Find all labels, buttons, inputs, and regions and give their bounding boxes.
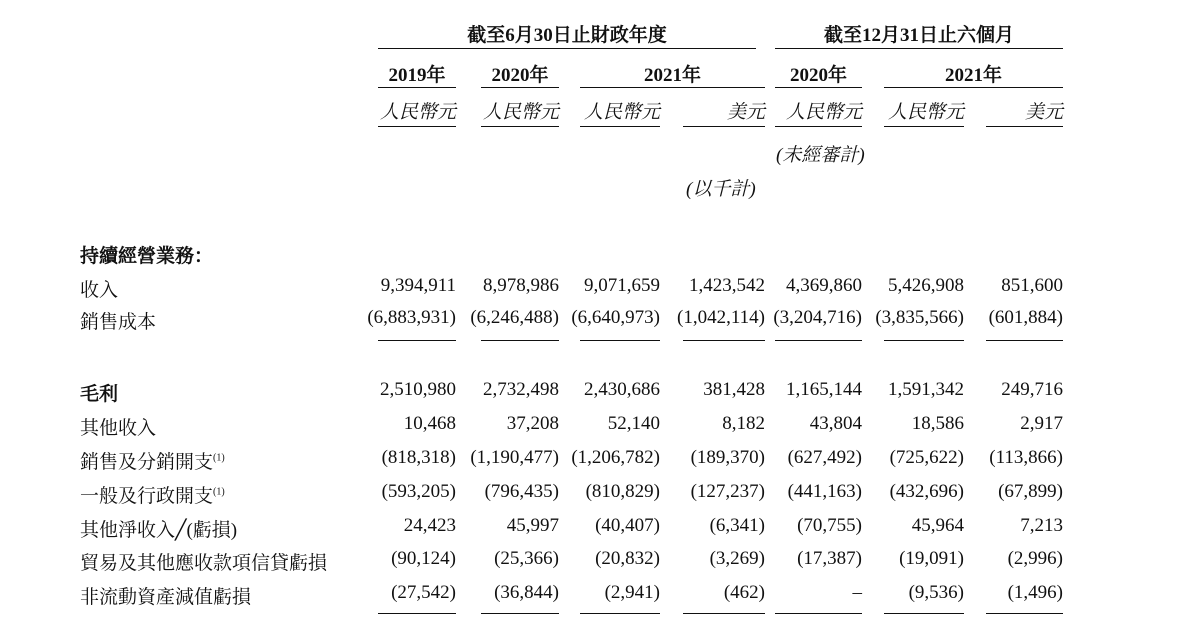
currency-label: 人民幣元: [482, 102, 559, 123]
cell-value: 45,964: [911, 515, 964, 536]
cell-value: (67,899): [998, 481, 1063, 502]
year-header: 2021年: [944, 65, 1002, 86]
section-title: 持續經營業務：: [80, 246, 214, 267]
cell-value: (601,884): [988, 307, 1063, 328]
cell-value: 5,426,908: [888, 275, 964, 296]
cell-value: 851,600: [1001, 275, 1063, 296]
cell-value: 1,165,144: [786, 379, 862, 400]
cell-value: 2,510,980: [380, 379, 456, 400]
cell-value: (70,755): [797, 515, 862, 536]
cell-value: (725,622): [889, 447, 964, 468]
cell-value: 2,917: [1020, 413, 1063, 434]
period-group-header: 截至12月31日止六個月: [823, 25, 1014, 46]
total-underline: [683, 340, 765, 341]
row-label: 其他淨收入╱(虧損): [80, 520, 238, 541]
year-underline: [775, 87, 862, 88]
cell-value: 37,208: [506, 413, 559, 434]
currency-underline: [775, 126, 862, 127]
cell-value: 4,369,860: [786, 275, 862, 296]
cell-value: (189,370): [690, 447, 765, 468]
row-label: 銷售成本: [80, 312, 157, 333]
cell-value: (27,542): [391, 582, 456, 603]
year-header: 2019年: [388, 65, 446, 86]
total-underline: [481, 340, 559, 341]
total-underline: [986, 613, 1063, 614]
currency-label: 人民幣元: [785, 102, 862, 123]
cell-value: 7,213: [1020, 515, 1063, 536]
currency-underline: [481, 126, 559, 127]
cell-value: (6,883,931): [367, 307, 456, 328]
cell-value: (9,536): [908, 582, 964, 603]
cell-value: (40,407): [595, 515, 660, 536]
cell-value: 1,423,542: [689, 275, 765, 296]
currency-underline: [986, 126, 1063, 127]
total-underline: [683, 613, 765, 614]
year-underline: [481, 87, 559, 88]
total-underline: [884, 613, 964, 614]
currency-label: 人民幣元: [583, 102, 660, 123]
currency-label: 人民幣元: [379, 102, 456, 123]
cell-value: (127,237): [690, 481, 765, 502]
period-group-header: 截至6月30日止財政年度: [467, 25, 667, 46]
cell-value: (1,042,114): [677, 307, 765, 328]
cell-value: (1,496): [1007, 582, 1063, 603]
year-header: 2020年: [491, 65, 549, 86]
currency-label: 美元: [1024, 102, 1063, 123]
row-label: 毛利: [80, 384, 119, 405]
cell-value: 9,071,659: [584, 275, 660, 296]
row-label: 非流動資產減值虧損: [80, 587, 252, 608]
year-underline: [378, 87, 456, 88]
total-underline: [986, 340, 1063, 341]
footnote-marker: (1): [213, 452, 225, 464]
year-underline: [580, 87, 765, 88]
total-underline: [580, 340, 660, 341]
cell-value: (6,341): [709, 515, 765, 536]
cell-value: (6,640,973): [571, 307, 660, 328]
total-underline: [884, 340, 964, 341]
cell-value: (593,205): [381, 481, 456, 502]
cell-value: (36,844): [494, 582, 559, 603]
cell-value: (441,163): [787, 481, 862, 502]
cell-value: (17,387): [797, 548, 862, 569]
currency-label: 人民幣元: [887, 102, 964, 123]
row-label: 其他收入: [80, 418, 157, 439]
units-note: (以千計): [686, 179, 756, 200]
cell-value: 43,804: [809, 413, 862, 434]
currency-underline: [378, 126, 456, 127]
cell-value: (1,190,477): [470, 447, 559, 468]
total-underline: [481, 613, 559, 614]
cell-value: (818,318): [381, 447, 456, 468]
cell-value: (25,366): [494, 548, 559, 569]
year-underline: [884, 87, 1063, 88]
row-label: 收入: [80, 280, 119, 301]
cell-value: 381,428: [703, 379, 765, 400]
cell-value: 2,732,498: [483, 379, 559, 400]
cell-value: (627,492): [787, 447, 862, 468]
cell-value: 10,468: [403, 413, 456, 434]
cell-value: 45,997: [506, 515, 559, 536]
cell-value: 9,394,911: [380, 275, 456, 296]
currency-label: 美元: [726, 102, 765, 123]
cell-value: 8,182: [722, 413, 765, 434]
cell-value: 52,140: [607, 413, 660, 434]
cell-value: (432,696): [889, 481, 964, 502]
cell-value: 24,423: [403, 515, 456, 536]
cell-value: (90,124): [391, 548, 456, 569]
cell-value: (796,435): [484, 481, 559, 502]
cell-value: (2,996): [1007, 548, 1063, 569]
cell-value: (810,829): [585, 481, 660, 502]
cell-value: (6,246,488): [470, 307, 559, 328]
cell-value: (3,269): [709, 548, 765, 569]
total-underline: [580, 613, 660, 614]
year-header: 2021年: [643, 65, 701, 86]
cell-value: (113,866): [989, 447, 1063, 468]
total-underline: [775, 613, 862, 614]
group-underline: [378, 48, 756, 49]
group-underline: [775, 48, 1063, 49]
total-underline: [775, 340, 862, 341]
cell-value: 1,591,342: [888, 379, 964, 400]
row-label: 貿易及其他應收款項信貸虧損: [80, 553, 328, 574]
row-label: 銷售及分銷開支$^{(1)}$: [80, 452, 225, 473]
cell-value: 2,430,686: [584, 379, 660, 400]
cell-value: –: [852, 582, 862, 603]
currency-underline: [683, 126, 765, 127]
cell-value: (3,204,716): [773, 307, 862, 328]
cell-value: (462): [723, 582, 765, 603]
cell-value: 249,716: [1001, 379, 1063, 400]
cell-value: 8,978,986: [483, 275, 559, 296]
cell-value: (20,832): [595, 548, 660, 569]
currency-underline: [580, 126, 660, 127]
cell-value: (3,835,566): [875, 307, 964, 328]
cell-value: 18,586: [911, 413, 964, 434]
footnote-marker: (1): [213, 486, 225, 498]
cell-value: (2,941): [604, 582, 660, 603]
cell-value: (19,091): [899, 548, 964, 569]
total-underline: [378, 340, 456, 341]
cell-value: (1,206,782): [571, 447, 660, 468]
unaudited-note: (未經審計): [776, 145, 865, 166]
row-label: 一般及行政開支$^{(1)}$: [80, 486, 225, 507]
year-header: 2020年: [789, 65, 847, 86]
total-underline: [378, 613, 456, 614]
currency-underline: [884, 126, 964, 127]
